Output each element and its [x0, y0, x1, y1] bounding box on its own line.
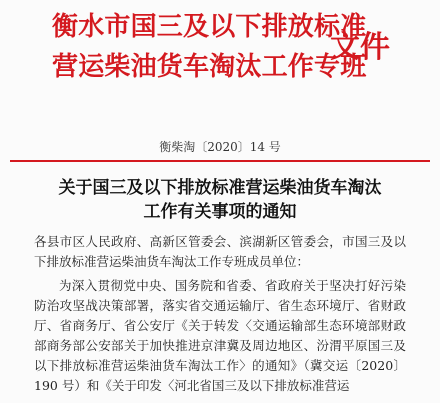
- salutation: 各县市区人民政府、高新区管委会、滨湖新区管委会，市国三及以下排放标准营运柴油货车淘汰工作专班成员单位：: [34, 234, 406, 269]
- document-title: [30, 176, 410, 224]
- header-suffix: 文件: [330, 30, 390, 65]
- header-line-2: 营运柴油货车淘汰工作专班: [52, 52, 367, 82]
- body-paragraph: 为深入贯彻党中央、国务院和省委、省政府关于坚决打好污染防治攻坚战决策部署，落实省交通运输厅、省生态环境厅、省财政厅、省商务厅、省公安厅《关于转发〈交通运输部生态环境部财政部商务部公安部关于加快推进京津冀及周边地区、汾渭平原国三及以下排放标准营运柴油货车淘汰工作〉的通知》（冀交运〔2020〕190 号）和《关于印发〈河北省国三及以下排放标准营运: [34, 278, 406, 393]
- title-line-2: 工作有关事项的通知: [143, 202, 297, 222]
- red-header: [0, 0, 440, 112]
- red-divider: [10, 160, 430, 162]
- title-line-1: 关于国三及以下排放标准营运柴油货车淘汰: [58, 178, 382, 198]
- document-number: 衡柴淘〔2020〕14 号: [159, 140, 281, 154]
- header-line-1: 衡水市国三及以下排放标准: [52, 12, 367, 42]
